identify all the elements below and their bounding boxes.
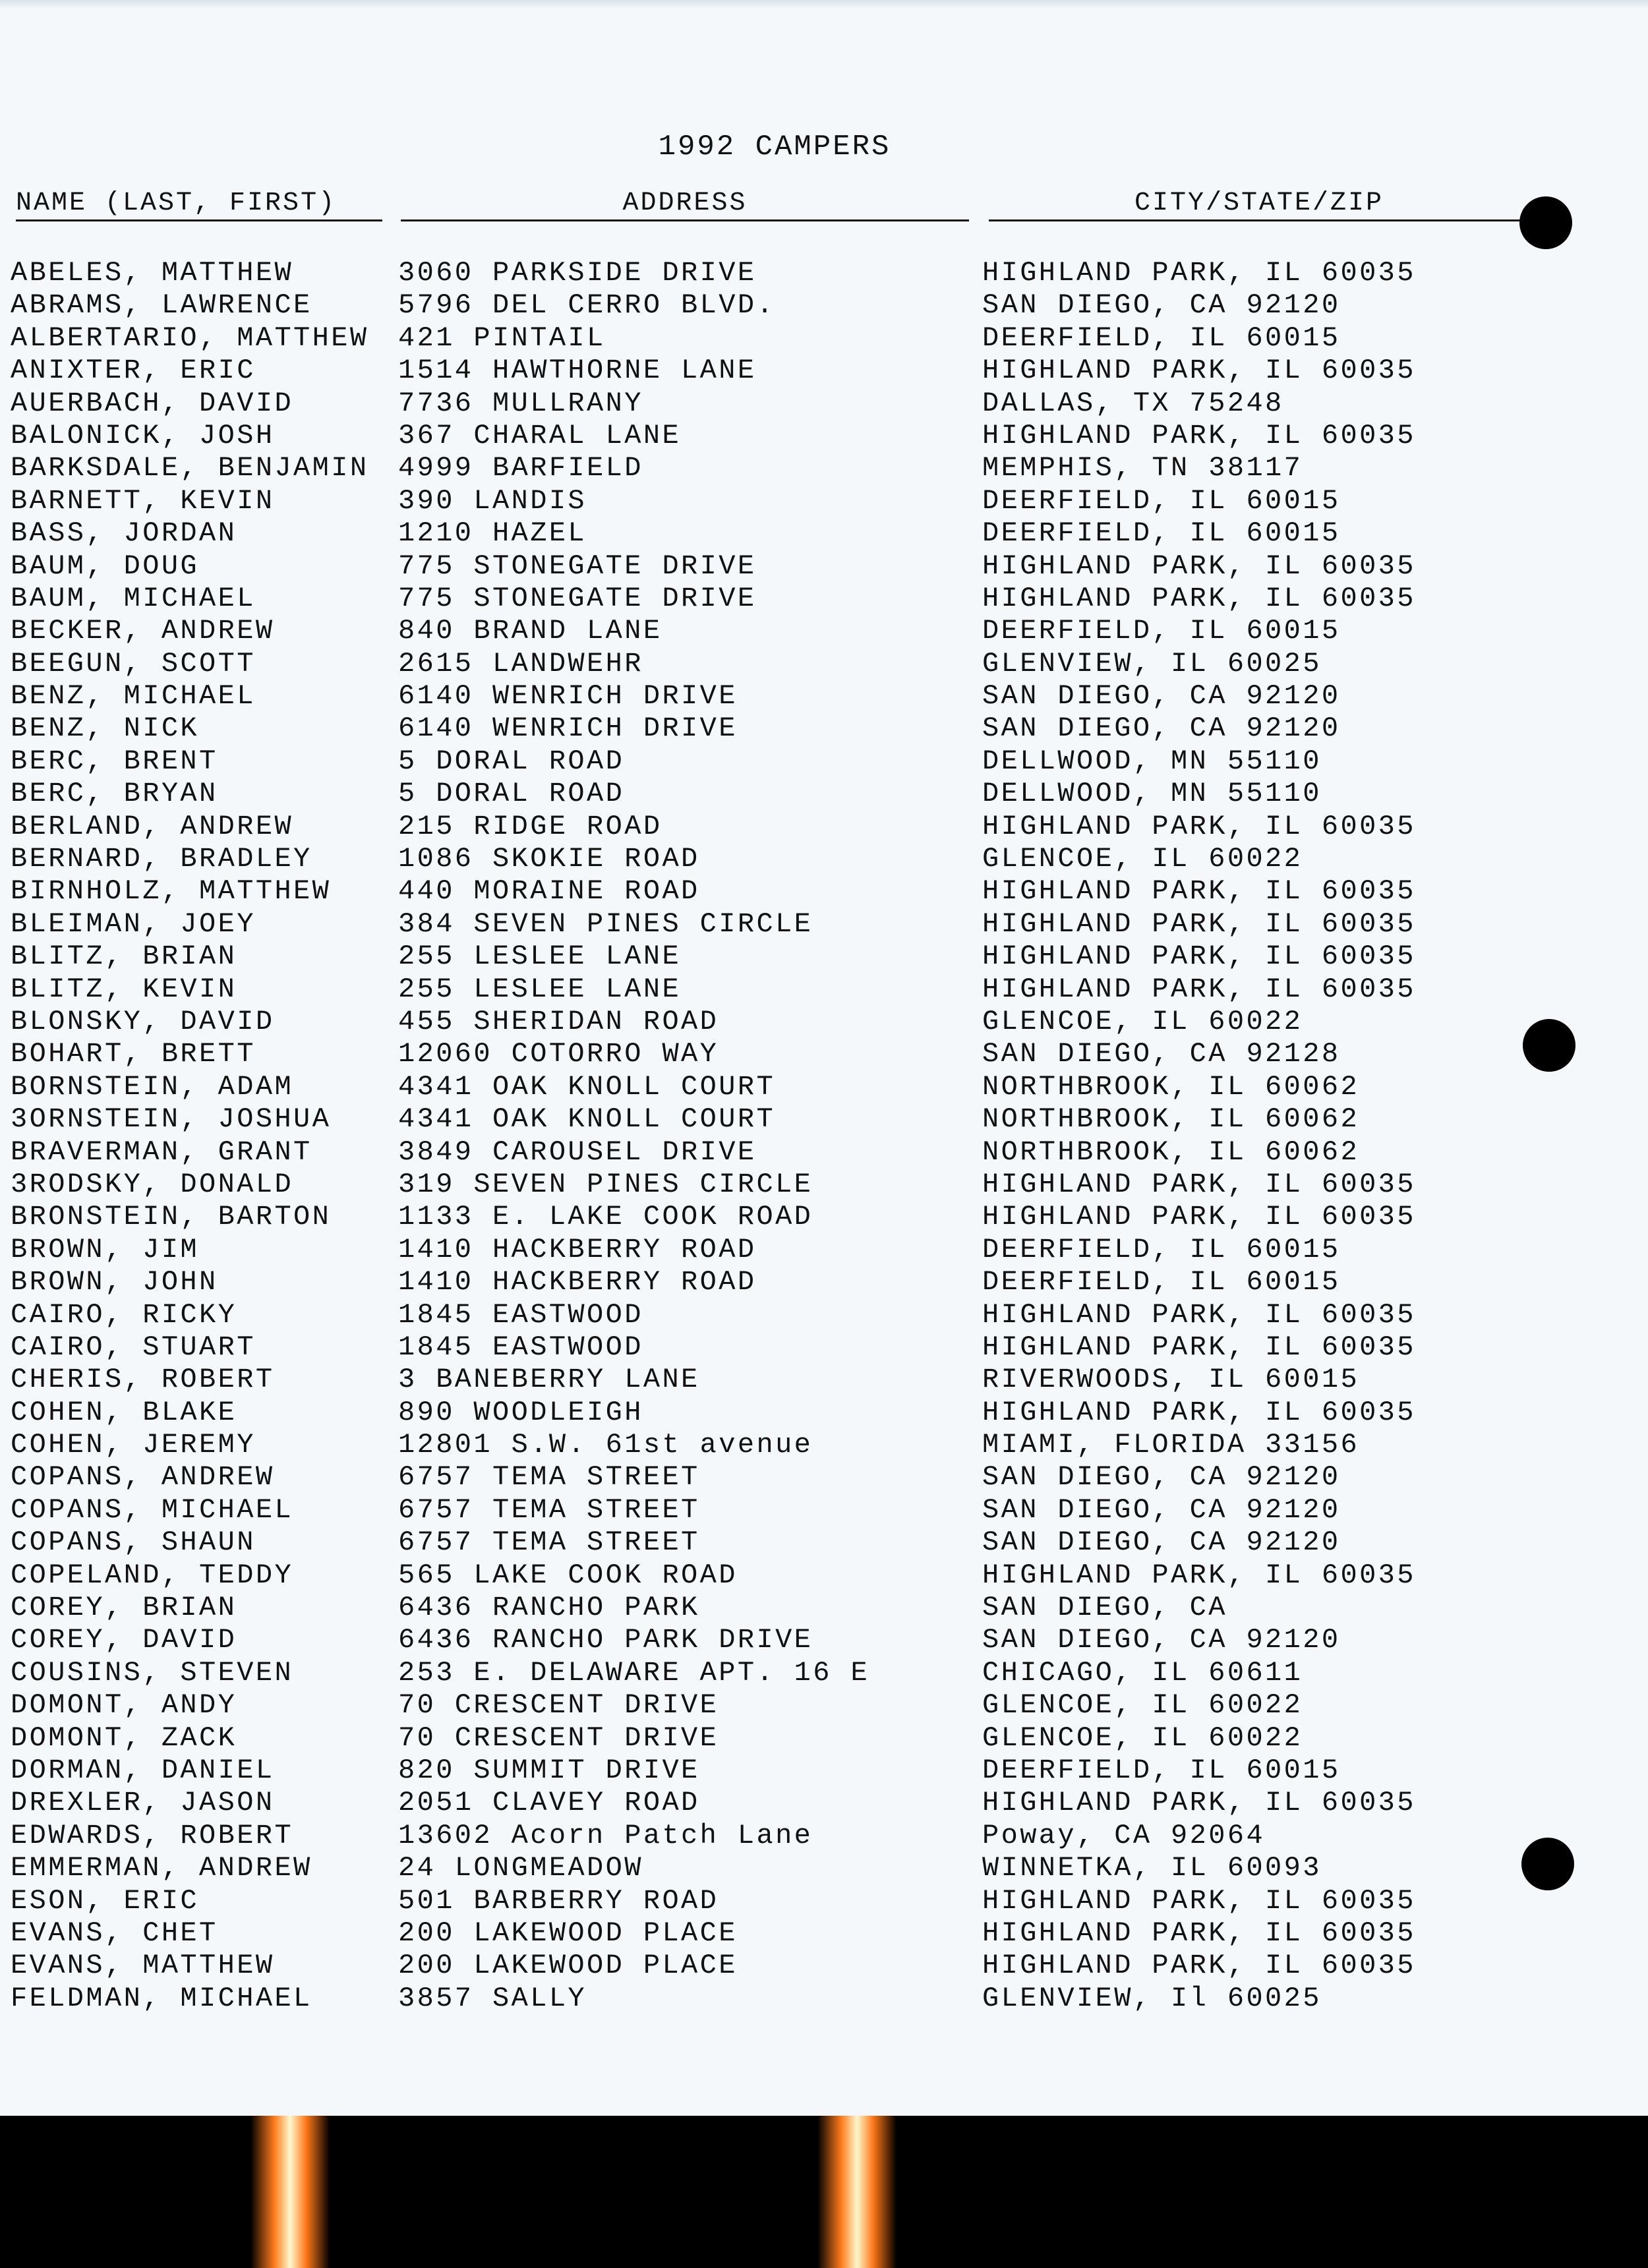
table-row [0,1722,1648,1755]
table-row [0,485,1648,517]
camper-address: 455 SHERIDAN ROAD [398,1005,719,1037]
table-row [0,712,1648,745]
table-row [0,517,1648,550]
table-row [0,1494,1648,1527]
camper-city-state-zip: DELLWOOD, MN 55110 [982,745,1322,777]
table-row [0,745,1648,778]
camper-name: BASS, JORDAN [11,517,237,550]
camper-name: BLITZ, BRIAN [11,941,237,973]
table-row [0,1527,1648,1559]
table-row [0,1624,1648,1656]
table-row [0,257,1648,289]
camper-address: 501 BARBERRY ROAD [398,1884,719,1917]
camper-city-state-zip: Poway, CA 92064 [982,1819,1266,1851]
camper-city-state-zip: MEMPHIS, TN 38117 [982,452,1303,484]
camper-address: 6140 WENRICH DRIVE [398,712,738,745]
table-row [0,1917,1648,1950]
camper-address: 820 SUMMIT DRIVE [398,1754,700,1786]
camper-city-state-zip: SAN DIEGO, CA 92128 [982,1038,1341,1070]
column-header-address: ADDRESS [401,189,969,221]
camper-name: COUSINS, STEVEN [11,1656,294,1689]
camper-name: AUERBACH, DAVID [11,387,294,419]
camper-city-state-zip: HIGHLAND PARK, IL 60035 [982,257,1416,289]
camper-city-state-zip: DALLAS, TX 75248 [982,387,1284,419]
camper-name: BOHART, BRETT [11,1038,256,1070]
punch-hole-icon [1521,1838,1574,1890]
camper-city-state-zip: HIGHLAND PARK, IL 60035 [982,973,1416,1005]
table-row [0,1038,1648,1070]
table-row [0,1364,1648,1396]
table-row [0,452,1648,484]
camper-name: COHEN, JEREMY [11,1429,256,1461]
table-row [0,322,1648,355]
camper-address: 5 DORAL ROAD [398,745,625,777]
camper-name: BENZ, MICHAEL [11,680,256,712]
table-row [0,1852,1648,1884]
camper-name: CAIRO, STUART [11,1331,256,1363]
camper-city-state-zip: DEERFIELD, IL 60015 [982,517,1341,550]
table-row [0,1657,1648,1689]
table-row [0,1983,1648,2015]
camper-city-state-zip: SAN DIEGO, CA 92120 [982,1461,1341,1494]
camper-city-state-zip: DEERFIELD, IL 60015 [982,1266,1341,1298]
camper-address: 255 LESLEE LANE [398,941,682,973]
page-title: 1992 CAMPERS [658,131,891,163]
camper-city-state-zip: GLENCOE, IL 60022 [982,1689,1303,1722]
camper-city-state-zip: HIGHLAND PARK, IL 60035 [982,1787,1416,1819]
camper-address: 200 LAKEWOOD PLACE [398,1917,738,1949]
camper-name: BORNSTEIN, ADAM [11,1070,294,1103]
camper-name: COREY, DAVID [11,1624,237,1656]
camper-address: 2051 CLAVEY ROAD [398,1787,700,1819]
camper-city-state-zip: NORTHBROOK, IL 60062 [982,1136,1360,1168]
camper-address: 421 PINTAIL [398,322,606,354]
camper-name: BERLAND, ANDREW [11,810,294,842]
camper-name: ALBERTARIO, MATTHEW [11,322,369,354]
camper-name: BRAVERMAN, GRANT [11,1136,312,1168]
camper-city-state-zip: SAN DIEGO, CA [982,1592,1227,1624]
table-row [0,1689,1648,1722]
table-row [0,1950,1648,1982]
camper-city-state-zip: HIGHLAND PARK, IL 60035 [982,355,1416,387]
camper-city-state-zip: DELLWOOD, MN 55110 [982,778,1322,810]
camper-name: BERC, BRYAN [11,778,218,810]
camper-address: 890 WOODLEIGH [398,1396,643,1428]
camper-address: 200 LAKEWOOD PLACE [398,1950,738,1982]
table-row [0,1429,1648,1461]
table-row [0,1136,1648,1169]
camper-name: ANIXTER, ERIC [11,355,256,387]
table-row [0,941,1648,973]
camper-city-state-zip: HIGHLAND PARK, IL 60035 [982,941,1416,973]
camper-address: 6140 WENRICH DRIVE [398,680,738,712]
camper-address: 6436 RANCHO PARK [398,1592,700,1624]
camper-city-state-zip: HIGHLAND PARK, IL 60035 [982,1917,1416,1949]
camper-address: 1210 HAZEL [398,517,587,550]
camper-address: 6757 TEMA STREET [398,1494,700,1526]
punch-hole-icon [1519,196,1572,249]
camper-name: BRONSTEIN, BARTON [11,1201,332,1233]
camper-address: 4999 BARFIELD [398,452,643,484]
camper-name: 3ORNSTEIN, JOSHUA [11,1103,332,1136]
camper-address: 1845 EASTWOOD [398,1331,643,1363]
camper-name: DOMONT, ANDY [11,1689,237,1722]
camper-address: 1410 HACKBERRY ROAD [398,1266,757,1298]
camper-city-state-zip: GLENCOE, IL 60022 [982,1005,1303,1037]
camper-name: DOMONT, ZACK [11,1722,237,1754]
camper-list [0,257,1648,2015]
camper-name: COPANS, MICHAEL [11,1494,294,1526]
camper-city-state-zip: SAN DIEGO, CA 92120 [982,1624,1341,1656]
camper-city-state-zip: HIGHLAND PARK, IL 60035 [982,1298,1416,1331]
table-row [0,908,1648,941]
camper-name: BLONSKY, DAVID [11,1005,275,1037]
camper-name: DORMAN, DANIEL [11,1754,275,1786]
table-row [0,355,1648,387]
camper-name: EVANS, CHET [11,1917,218,1949]
camper-city-state-zip: DEERFIELD, IL 60015 [982,615,1341,647]
camper-name: BIRNHOLZ, MATTHEW [11,875,332,908]
table-row [0,648,1648,680]
camper-city-state-zip: GLENCOE, IL 60022 [982,1722,1303,1754]
camper-address: 215 RIDGE ROAD [398,810,662,842]
table-row [0,388,1648,420]
camper-address: 255 LESLEE LANE [398,973,682,1005]
camper-name: BALONICK, JOSH [11,419,275,451]
camper-city-state-zip: NORTHBROOK, IL 60062 [982,1070,1360,1103]
table-row [0,1461,1648,1494]
scan-edge [0,0,1648,9]
camper-name: BAUM, MICHAEL [11,582,256,614]
camper-address: 4341 OAK KNOLL COURT [398,1103,776,1136]
table-row [0,1592,1648,1624]
camper-city-state-zip: NORTHBROOK, IL 60062 [982,1103,1360,1136]
camper-address: 775 STONEGATE DRIVE [398,550,757,582]
column-header-name: NAME (LAST, FIRST) [16,189,382,221]
table-row [0,1266,1648,1298]
camper-city-state-zip: HIGHLAND PARK, IL 60035 [982,908,1416,940]
scanner-light-glare [817,2116,897,2268]
camper-name: CAIRO, RICKY [11,1298,237,1331]
camper-city-state-zip: DEERFIELD, IL 60015 [982,322,1341,354]
table-row [0,583,1648,615]
table-row [0,289,1648,322]
camper-address: 3060 PARKSIDE DRIVE [398,257,757,289]
table-row [0,1201,1648,1233]
camper-name: COPELAND, TEDDY [11,1559,294,1591]
camper-city-state-zip: SAN DIEGO, CA 92120 [982,289,1341,322]
table-row [0,843,1648,875]
table-row [0,1234,1648,1266]
camper-name: COPANS, SHAUN [11,1527,256,1559]
camper-city-state-zip: HIGHLAND PARK, IL 60035 [982,1168,1416,1200]
camper-address: 6757 TEMA STREET [398,1527,700,1559]
camper-city-state-zip: HIGHLAND PARK, IL 60035 [982,810,1416,842]
camper-address: 7736 MULLRANY [398,387,643,419]
camper-address: 6436 RANCHO PARK DRIVE [398,1624,813,1656]
camper-name: BLITZ, KEVIN [11,973,237,1005]
camper-city-state-zip: DEERFIELD, IL 60015 [982,484,1341,517]
camper-address: 5 DORAL ROAD [398,778,625,810]
camper-city-state-zip: HIGHLAND PARK, IL 60035 [982,875,1416,908]
camper-name: DREXLER, JASON [11,1787,275,1819]
table-row [0,778,1648,810]
camper-name: BEEGUN, SCOTT [11,647,256,680]
camper-address: 70 CRESCENT DRIVE [398,1722,719,1754]
camper-address: 6757 TEMA STREET [398,1461,700,1494]
table-row [0,420,1648,452]
camper-city-state-zip: HIGHLAND PARK, IL 60035 [982,1201,1416,1233]
table-row [0,550,1648,583]
camper-address: 565 LAKE COOK ROAD [398,1559,738,1591]
camper-name: ABRAMS, LAWRENCE [11,289,312,322]
camper-city-state-zip: HIGHLAND PARK, IL 60035 [982,1331,1416,1363]
camper-city-state-zip: HIGHLAND PARK, IL 60035 [982,1884,1416,1917]
camper-name: ESON, ERIC [11,1884,200,1917]
table-row [0,1071,1648,1103]
camper-city-state-zip: HIGHLAND PARK, IL 60035 [982,582,1416,614]
camper-address: 12801 S.W. 61st avenue [398,1429,813,1461]
camper-name: EMMERMAN, ANDREW [11,1852,312,1884]
camper-city-state-zip: HIGHLAND PARK, IL 60035 [982,1559,1416,1591]
camper-address: 390 LANDIS [398,484,587,517]
table-row [0,875,1648,908]
camper-address: 70 CRESCENT DRIVE [398,1689,719,1722]
camper-name: BERC, BRENT [11,745,218,777]
camper-name: BAUM, DOUG [11,550,200,582]
camper-address: 440 MORAINE ROAD [398,875,700,908]
table-row [0,1103,1648,1136]
camper-name: COPANS, ANDREW [11,1461,275,1494]
camper-name: 3RODSKY, DONALD [11,1168,294,1200]
table-row [0,1299,1648,1331]
camper-address: 13602 Acorn Patch Lane [398,1819,813,1851]
camper-city-state-zip: HIGHLAND PARK, IL 60035 [982,1396,1416,1428]
camper-name: CHERIS, ROBERT [11,1364,275,1396]
table-row [0,811,1648,843]
camper-address: 3857 SALLY [398,1982,587,2014]
camper-name: BROWN, JOHN [11,1266,218,1298]
camper-name: BENZ, NICK [11,712,200,745]
table-row [0,680,1648,712]
camper-address: 384 SEVEN PINES CIRCLE [398,908,813,940]
table-row [0,615,1648,647]
camper-address: 3849 CAROUSEL DRIVE [398,1136,757,1168]
camper-name: BLEIMAN, JOEY [11,908,256,940]
table-row [0,1755,1648,1787]
camper-name: EDWARDS, ROBERT [11,1819,294,1851]
camper-name: BARKSDALE, BENJAMIN [11,452,369,484]
column-header-city: CITY/STATE/ZIP [989,189,1529,221]
camper-address: 3 BANEBERRY LANE [398,1364,700,1396]
camper-city-state-zip: HIGHLAND PARK, IL 60035 [982,419,1416,451]
camper-city-state-zip: HIGHLAND PARK, IL 60035 [982,1950,1416,1982]
camper-address: 5796 DEL CERRO BLVD. [398,289,776,322]
table-row [0,1885,1648,1917]
camper-name: BERNARD, BRADLEY [11,843,312,875]
camper-name: FELDMAN, MICHAEL [11,1982,312,2014]
camper-name: EVANS, MATTHEW [11,1950,275,1982]
camper-city-state-zip: SAN DIEGO, CA 92120 [982,1494,1341,1526]
camper-address: 253 E. DELAWARE APT. 16 E [398,1656,870,1689]
camper-name: COHEN, BLAKE [11,1396,237,1428]
camper-name: ABELES, MATTHEW [11,257,294,289]
camper-address: 4341 OAK KNOLL COURT [398,1070,776,1103]
camper-city-state-zip: DEERFIELD, IL 60015 [982,1233,1341,1265]
camper-address: 1410 HACKBERRY ROAD [398,1233,757,1265]
camper-city-state-zip: WINNETKA, IL 60093 [982,1852,1322,1884]
camper-city-state-zip: SAN DIEGO, CA 92120 [982,680,1341,712]
camper-address: 24 LONGMEADOW [398,1852,643,1884]
camper-city-state-zip: CHICAGO, IL 60611 [982,1656,1303,1689]
camper-address: 840 BRAND LANE [398,615,662,647]
camper-address: 12060 COTORRO WAY [398,1038,719,1070]
camper-address: 775 STONEGATE DRIVE [398,582,757,614]
camper-address: 1133 E. LAKE COOK ROAD [398,1201,813,1233]
camper-address: 1845 EASTWOOD [398,1298,643,1331]
camper-address: 319 SEVEN PINES CIRCLE [398,1168,813,1200]
camper-address: 2615 LANDWEHR [398,647,643,680]
table-row [0,1820,1648,1852]
table-row [0,974,1648,1006]
camper-address: 1086 SKOKIE ROAD [398,843,700,875]
camper-city-state-zip: MIAMI, FLORIDA 33156 [982,1429,1360,1461]
camper-city-state-zip: DEERFIELD, IL 60015 [982,1754,1341,1786]
punch-hole-icon [1523,1019,1575,1072]
table-row [0,1559,1648,1592]
camper-name: BARNETT, KEVIN [11,484,275,517]
table-row [0,1006,1648,1038]
camper-city-state-zip: GLENVIEW, IL 60025 [982,647,1322,680]
table-row [0,1787,1648,1819]
camper-city-state-zip: SAN DIEGO, CA 92120 [982,1527,1341,1559]
table-row [0,1169,1648,1201]
camper-address: 367 CHARAL LANE [398,419,682,451]
camper-name: COREY, BRIAN [11,1592,237,1624]
scanner-light-glare [250,2116,330,2268]
table-row [0,1331,1648,1364]
camper-city-state-zip: GLENVIEW, Il 60025 [982,1982,1322,2014]
camper-name: BROWN, JIM [11,1233,200,1265]
camper-address: 1514 HAWTHORNE LANE [398,355,757,387]
camper-city-state-zip: SAN DIEGO, CA 92120 [982,712,1341,745]
camper-city-state-zip: RIVERWOODS, IL 60015 [982,1364,1360,1396]
camper-city-state-zip: HIGHLAND PARK, IL 60035 [982,550,1416,582]
table-row [0,1397,1648,1429]
camper-name: BECKER, ANDREW [11,615,275,647]
camper-city-state-zip: GLENCOE, IL 60022 [982,843,1303,875]
